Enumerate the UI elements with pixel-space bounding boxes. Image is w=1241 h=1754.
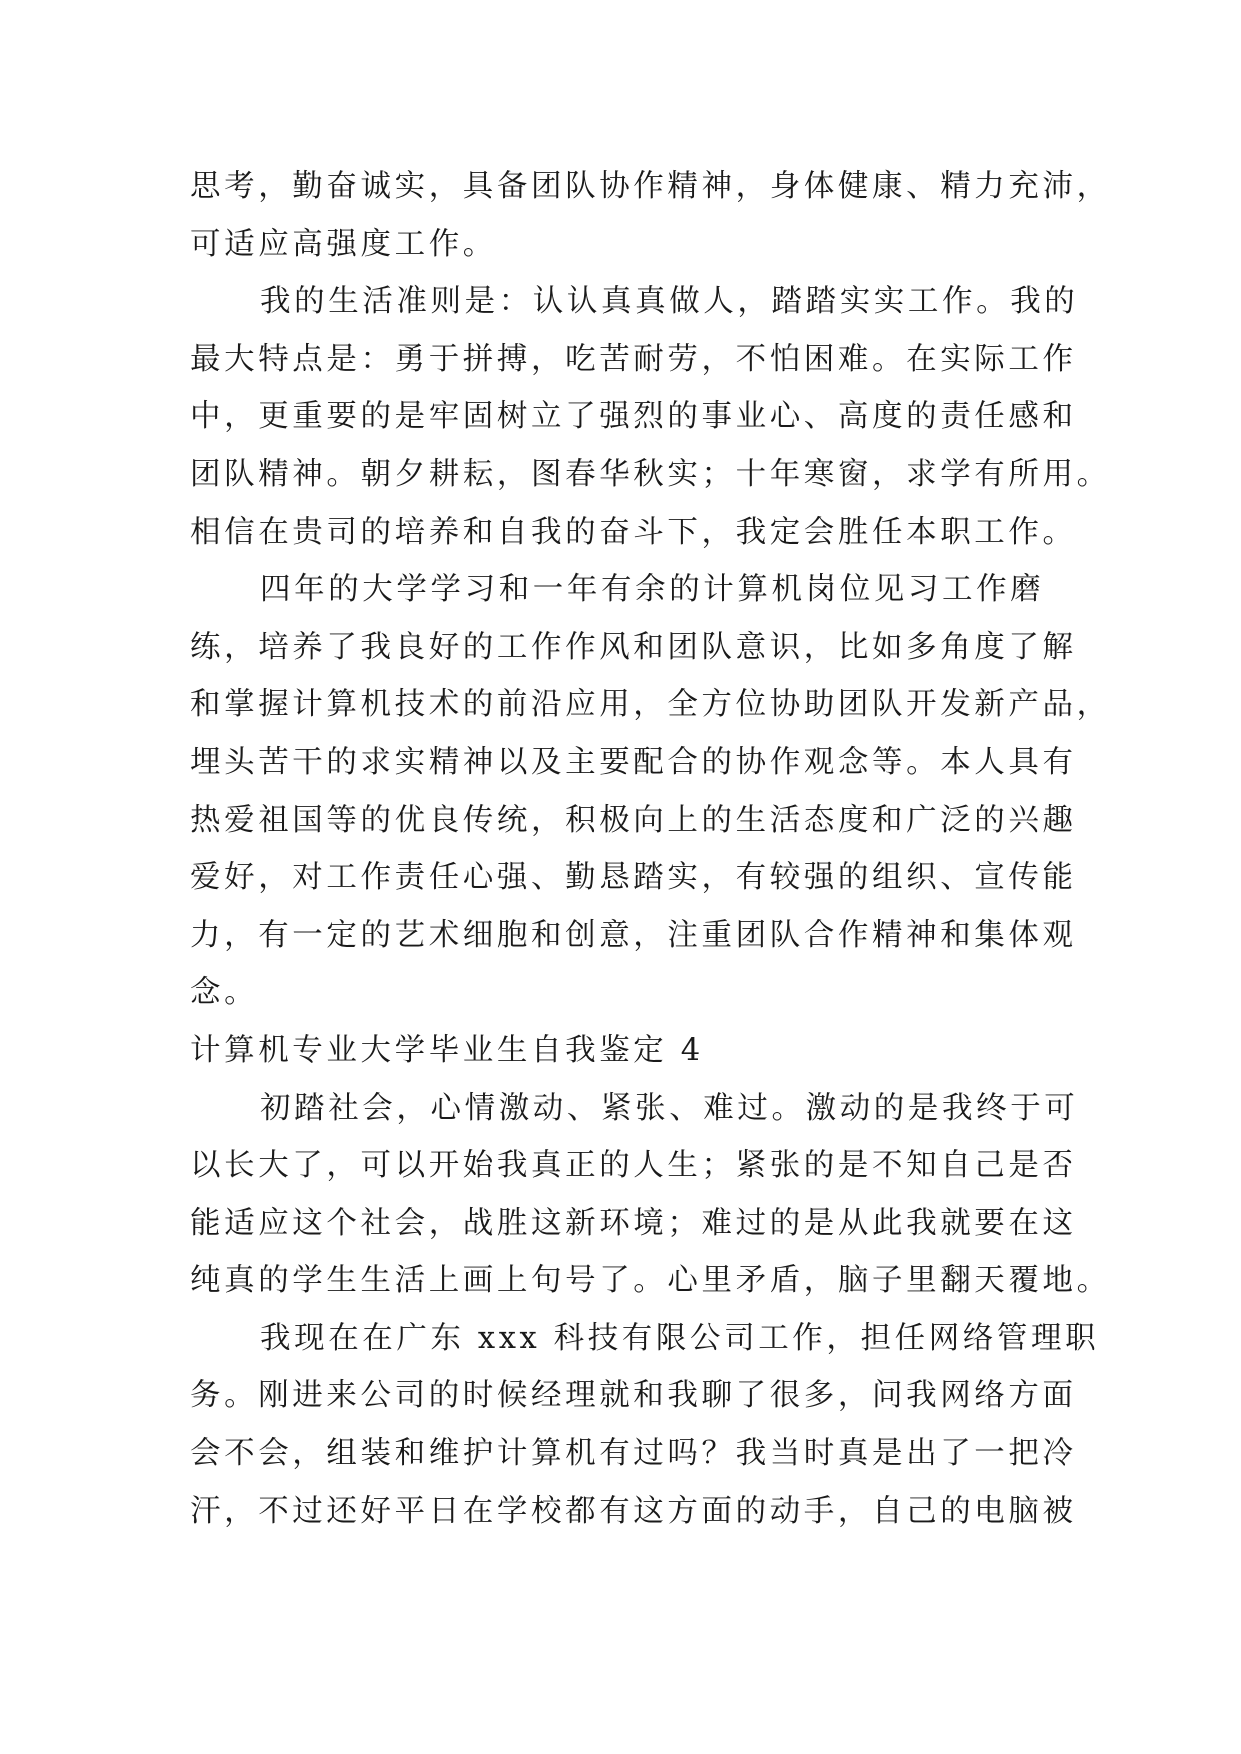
text-line: 能适应这个社会，战胜这新环境；难过的是从此我就要在这	[190, 1205, 1077, 1241]
text-line: 务。刚进来公司的时候经理就和我聊了很多，问我网络方面	[190, 1378, 1077, 1414]
text-line: 最大特点是：勇于拼搏，吃苦耐劳，不怕困难。在实际工作	[190, 341, 1077, 377]
text-line: 爱好，对工作责任心强、勤恳踏实，有较强的组织、宣传能	[190, 860, 1077, 896]
text-line: 和掌握计算机技术的前沿应用，全方位协助团队开发新产品，	[190, 687, 1111, 723]
text-line: 会不会，组装和维护计算机有过吗？我当时真是出了一把冷	[190, 1436, 1077, 1472]
text-line: 以长大了，可以开始我真正的人生；紧张的是不知自己是否	[190, 1148, 1077, 1184]
text-line: 思考，勤奋诚实，具备团队协作精神，身体健康、精力充沛，	[190, 169, 1111, 204]
paragraph-start-line: 四年的大学学习和一年有余的计算机岗位见习工作磨	[260, 572, 1045, 608]
text-line: 热爱祖国等的优良传统，积极向上的生活态度和广泛的兴趣	[190, 802, 1077, 838]
text-line: 相信在贵司的培养和自我的奋斗下，我定会胜任本职工作。	[190, 514, 1077, 550]
paragraph-start-line: 初踏社会，心情激动、紧张、难过。激动的是我终于可	[260, 1090, 1079, 1126]
text-line: 练，培养了我良好的工作作风和团队意识，比如多角度了解	[190, 629, 1077, 665]
paragraph-start-line: 我的生活准则是：认认真真做人，踏踏实实工作。我的	[260, 284, 1079, 320]
paragraph-start-line: 我现在在广东 xxx 科技有限公司工作，担任网络管理职	[260, 1320, 1100, 1356]
text-line: 可适应高强度工作。	[190, 226, 497, 262]
text-line: 纯真的学生生活上画上句号了。心里矛盾，脑子里翻天覆地。	[190, 1263, 1111, 1299]
text-line: 力，有一定的艺术细胞和创意，注重团队合作精神和集体观	[190, 917, 1077, 953]
text-line: 中，更重要的是牢固树立了强烈的事业心、高度的责任感和	[190, 399, 1077, 435]
text-line: 汗，不过还好平日在学校都有这方面的动手，自己的电脑被	[190, 1493, 1077, 1529]
text-line: 埋头苦干的求实精神以及主要配合的协作观念等。本人具有	[190, 744, 1077, 780]
section-heading: 计算机专业大学毕业生自我鉴定 4	[190, 1032, 704, 1068]
document-body	[190, 158, 1111, 1540]
text-line: 团队精神。朝夕耕耘，图春华秋实；十年寒窗，求学有所用。	[190, 456, 1111, 492]
text-line: 念。	[190, 975, 259, 1011]
